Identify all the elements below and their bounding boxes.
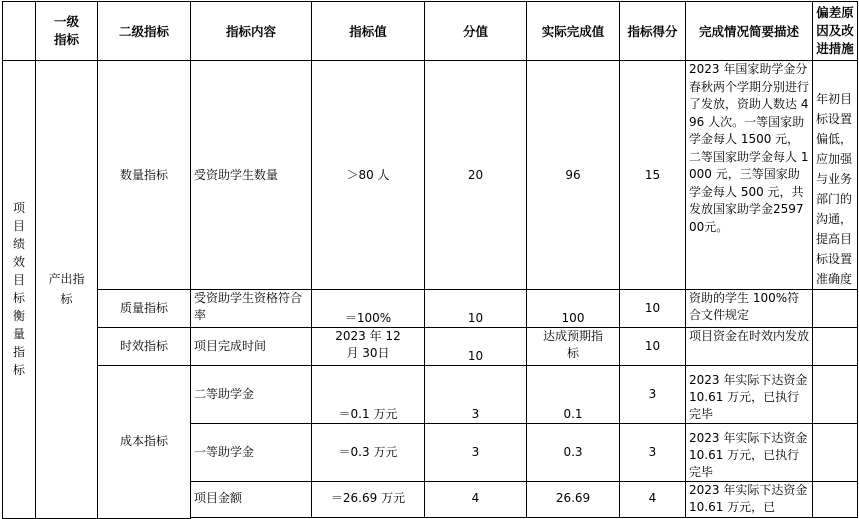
- score-cell: 4: [425, 482, 527, 518]
- header-level1: 一级指标: [36, 2, 98, 61]
- content-cell: 二等助学金: [191, 366, 312, 424]
- output-label: 产出指标: [48, 272, 85, 307]
- table-row: [3, 290, 858, 328]
- desc-cell: 2023 年实际下达资金 10.61 万元，已执行完毕: [686, 424, 813, 482]
- level1-text: 项目绩效目标衡量指标: [12, 201, 25, 378]
- header-desc: 完成情况简要描述: [686, 2, 813, 61]
- performance-table: [2, 1, 858, 519]
- target-cell: 2023 年 12 月 30日: [312, 328, 425, 366]
- desc-cell: 2023 年实际下达资金 10.61 万元，已: [686, 482, 813, 518]
- header-got: 指标得分: [620, 2, 686, 61]
- header-score: 分值: [425, 2, 527, 61]
- header-target: 指标值: [312, 2, 425, 61]
- target-cell: ＝0.3 万元: [312, 424, 425, 482]
- actual-cell: 100: [527, 290, 620, 328]
- score-cell: 3: [425, 424, 527, 482]
- reason-cell: [813, 366, 858, 424]
- actual-cell: 达成预期指标: [527, 328, 620, 366]
- reason-cell: [813, 328, 858, 366]
- actual-cell: 26.69: [527, 482, 620, 518]
- target-cell: ＝0.1 万元: [312, 366, 425, 424]
- content-cell: 项目金额: [191, 482, 312, 518]
- cost-level2-cell: 成本指标: [98, 366, 191, 519]
- content-cell: 项目完成时间: [191, 328, 312, 366]
- header-reason: 偏差原因及改进措施: [813, 2, 858, 61]
- target-cell: ＝100%: [312, 290, 425, 328]
- actual-cell: 0.3: [527, 424, 620, 482]
- reason-cell: [813, 290, 858, 328]
- reason-cell: 年初目标设置偏低，应加强与业务部门的沟通，提高目标设置准确度: [813, 61, 858, 290]
- desc-cell: 2023 年国家助学金分春秋两个学期分别进行了发放，资助人数达 496 人次。一等国家助学金每人 1500 元，二等国家助学金每人 1000 元，三等国家助学金每人 500 元，共发放国家助学金259700元。: [686, 61, 813, 290]
- header-row: [3, 2, 858, 61]
- score-cell: 3: [425, 366, 527, 424]
- level2-cell: 质量指标: [98, 290, 191, 328]
- content-cell: 受资助学生数量: [191, 61, 312, 290]
- level2-cell: 数量指标: [98, 61, 191, 290]
- reason-cell: [813, 424, 858, 482]
- header-content: 指标内容: [191, 2, 312, 61]
- desc-cell: 项目资金在时效内发放: [686, 328, 813, 366]
- desc-cell: 资助的学生 100%符合文件规定: [686, 290, 813, 328]
- table-row: [3, 61, 858, 290]
- content-cell: 一等助学金: [191, 424, 312, 482]
- content-cell: 受资助学生资格符合率: [191, 290, 312, 328]
- target-cell: ＝26.69 万元: [312, 482, 425, 518]
- level2-cell: 时效指标: [98, 328, 191, 366]
- desc-cell: 2023 年实际下达资金 10.61 万元，已执行完毕: [686, 366, 813, 424]
- actual-cell: 0.1: [527, 366, 620, 424]
- level1-cell: [3, 61, 36, 519]
- table-row: [3, 328, 858, 366]
- score-cell: 10: [425, 290, 527, 328]
- corner-cell: [3, 2, 36, 61]
- got-cell: 10: [620, 290, 686, 328]
- got-cell: 3: [620, 424, 686, 482]
- got-cell: 4: [620, 482, 686, 518]
- header-level2: 二级指标: [98, 2, 191, 61]
- score-cell: 10: [425, 328, 527, 366]
- output-cell: [36, 61, 98, 519]
- target-cell: ＞80 人: [312, 61, 425, 290]
- table-row: [3, 366, 858, 424]
- header-actual: 实际完成值: [527, 2, 620, 61]
- actual-cell: 96: [527, 61, 620, 290]
- got-cell: 10: [620, 328, 686, 366]
- got-cell: 15: [620, 61, 686, 290]
- score-cell: 20: [425, 61, 527, 290]
- got-cell: 3: [620, 366, 686, 424]
